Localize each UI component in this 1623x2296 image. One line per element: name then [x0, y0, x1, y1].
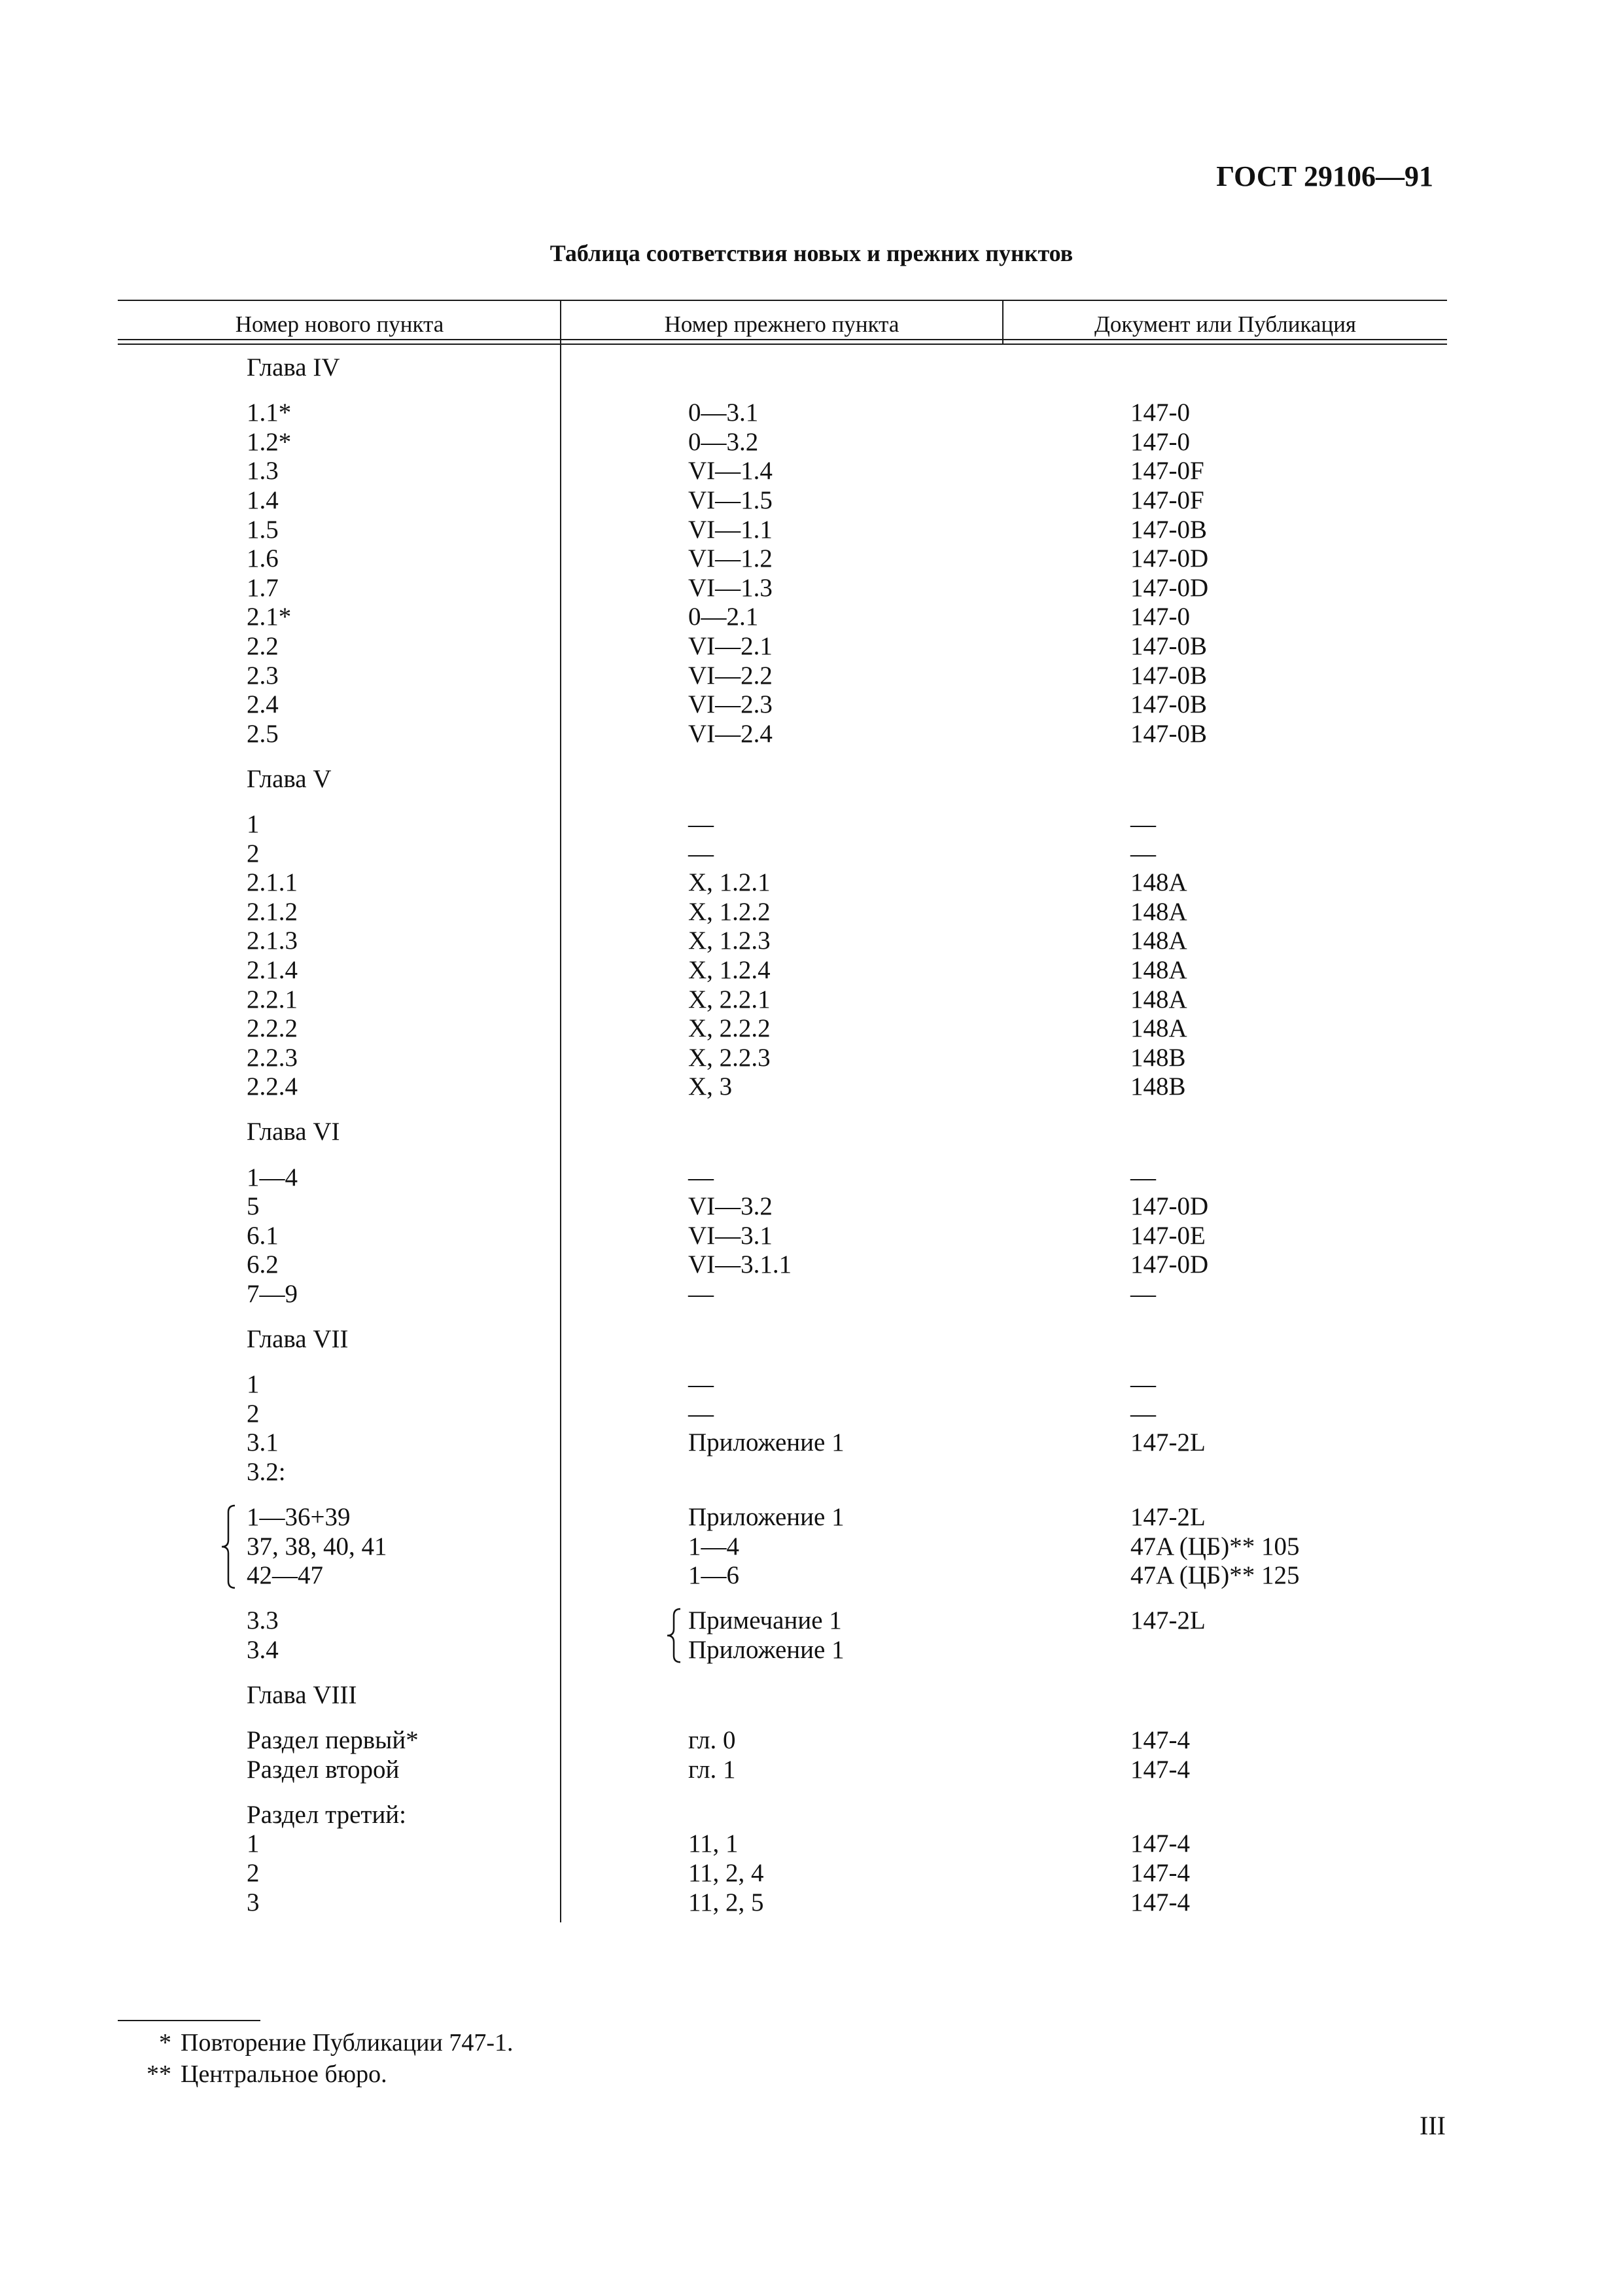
new-item-number: 3.4 [247, 1635, 279, 1664]
old-item-number: — [688, 839, 714, 868]
old-item-number: VI—2.3 [688, 690, 773, 719]
old-item-number: VI—1.2 [688, 544, 773, 573]
new-item-number: 2.1* [247, 603, 292, 631]
old-item-number: — [688, 1163, 714, 1192]
old-item-number: VI—1.4 [688, 457, 773, 486]
document-ref: 147-0B [1130, 661, 1207, 690]
new-item-number: 1.6 [247, 544, 279, 573]
document-ref: 147-0B [1130, 515, 1207, 544]
document-ref: — [1130, 1399, 1156, 1428]
new-item-number: 1 [247, 1370, 260, 1399]
document-ref: 147-0B [1130, 719, 1207, 748]
old-item-number: — [688, 1279, 714, 1308]
table-title: Таблица соответствия новых и прежних пунктов [550, 240, 1073, 266]
document-ref: 148A [1130, 927, 1187, 955]
footnote-mark: ** [147, 2060, 171, 2088]
document-ref: 147-0D [1130, 573, 1209, 602]
old-item-number: 1—6 [688, 1561, 739, 1590]
old-item-number: — [688, 1370, 714, 1399]
old-item-number: гл. 1 [688, 1755, 736, 1784]
new-item-number: 1.2* [247, 427, 292, 456]
old-item-number: 1—4 [688, 1532, 739, 1561]
page-number: III [1420, 2111, 1446, 2140]
document-ref: 148A [1130, 955, 1187, 984]
new-item-number: 1.4 [247, 486, 279, 514]
old-item-number: VI—3.1 [688, 1221, 773, 1250]
document-ref: 147-0B [1130, 631, 1207, 660]
old-item-number: Приложение 1 [688, 1635, 845, 1664]
document-ref: 147-0 [1130, 427, 1190, 456]
new-item-number: 1—36+39 [247, 1503, 351, 1531]
document-ref: 148B [1130, 1072, 1186, 1101]
old-item-number: Приложение 1 [688, 1503, 845, 1531]
old-item-number: X, 2.2.1 [688, 985, 771, 1014]
new-item-number: 2.2 [247, 631, 279, 660]
document-ref: — [1130, 809, 1156, 838]
old-item-number: X, 3 [688, 1072, 733, 1101]
new-item-number: 2.5 [247, 719, 279, 748]
document-ref: 47A (ЦБ)** 125 [1130, 1561, 1300, 1590]
old-item-number: — [688, 809, 714, 838]
footnote-1 [131, 2028, 514, 2057]
document-ref: 147-2L [1130, 1428, 1206, 1457]
new-item-number: 2.1.1 [247, 868, 298, 897]
document-ref: — [1130, 839, 1156, 868]
new-item-number: 1 [247, 1829, 260, 1858]
new-item-number: 2.3 [247, 661, 279, 690]
old-item-number: 0—2.1 [688, 603, 759, 631]
column-header-document: Документ или Публикация [1094, 311, 1357, 337]
new-item-number: 1.5 [247, 515, 279, 544]
document-ref: 148A [1130, 868, 1187, 897]
document-id: ГОСТ 29106—91 [1216, 160, 1433, 192]
document-ref: 147-4 [1130, 1726, 1190, 1755]
document-ref: 147-0F [1130, 457, 1204, 486]
old-item-number: X, 2.2.2 [688, 1014, 771, 1043]
new-item-number: 2 [247, 1399, 260, 1428]
document-ref: 147-0D [1130, 1250, 1209, 1279]
document-ref: 147-2L [1130, 1606, 1206, 1635]
old-item-number: X, 1.2.2 [688, 897, 771, 926]
old-item-number: VI—1.3 [688, 573, 773, 602]
document-ref: — [1130, 1370, 1156, 1399]
new-item-number: 1.7 [247, 573, 279, 602]
chapter-heading: Глава VII [247, 1325, 349, 1353]
document-ref: 147-4 [1130, 1859, 1190, 1887]
document-ref: 147-4 [1130, 1829, 1190, 1858]
old-item-number: VI—2.2 [688, 661, 773, 690]
document-ref: 148A [1130, 985, 1187, 1014]
document-ref: 147-0D [1130, 1192, 1209, 1221]
old-item-number: гл. 0 [688, 1726, 736, 1755]
new-item-number: 3 [247, 1888, 260, 1916]
chapter-heading: Глава IV [247, 353, 340, 381]
old-item-number: 11, 2, 5 [688, 1888, 764, 1916]
document-ref: 47A (ЦБ)** 105 [1130, 1532, 1300, 1561]
brace-icon [220, 1504, 236, 1589]
new-item-number: 42—47 [247, 1561, 323, 1590]
document-ref: 147-0E [1130, 1221, 1206, 1250]
document-ref: 148A [1130, 1014, 1187, 1043]
new-item-number: 6.1 [247, 1221, 279, 1250]
new-item-number: 1.3 [247, 457, 279, 486]
new-item-number: 2.2.1 [247, 985, 298, 1014]
document-ref: 147-2L [1130, 1503, 1206, 1531]
document-ref: 147-0 [1130, 398, 1190, 427]
brace-icon [666, 1608, 682, 1663]
document-ref: 148B [1130, 1043, 1186, 1072]
old-item-number: VI—3.1.1 [688, 1250, 792, 1279]
old-item-number: X, 1.2.1 [688, 868, 771, 897]
old-item-number: 0—3.2 [688, 427, 759, 456]
new-item-number: 2 [247, 839, 260, 868]
new-item-number: 37, 38, 40, 41 [247, 1532, 387, 1561]
document-ref: — [1130, 1163, 1156, 1192]
new-item-number: 3.1 [247, 1428, 279, 1457]
new-item-number: 2.1.4 [247, 955, 298, 984]
document-ref: 148A [1130, 897, 1187, 926]
column-header-old: Номер прежнего пункта [664, 311, 899, 337]
old-item-number: VI—3.2 [688, 1192, 773, 1221]
new-item-number: 1 [247, 809, 260, 838]
footnote-rule [118, 2020, 260, 2021]
old-item-number: VI—1.1 [688, 515, 773, 544]
new-item-number: Раздел второй [247, 1755, 400, 1784]
old-item-number: Примечание 1 [688, 1606, 842, 1635]
new-item-number: 2.1.3 [247, 927, 298, 955]
column-header-new: Номер нового пункта [235, 311, 444, 337]
new-item-number: 1.1* [247, 398, 292, 427]
old-item-number: VI—1.5 [688, 486, 773, 514]
document-ref: 147-4 [1130, 1888, 1190, 1916]
old-item-number: X, 1.2.3 [688, 927, 771, 955]
new-item-number: 7—9 [247, 1279, 298, 1308]
old-item-number: 11, 1 [688, 1829, 739, 1858]
new-item-number: 5 [247, 1192, 260, 1221]
old-item-number: 0—3.1 [688, 398, 759, 427]
chapter-heading: Глава V [247, 764, 332, 793]
document-ref: — [1130, 1279, 1156, 1308]
new-item-number: Раздел первый* [247, 1726, 419, 1755]
old-item-number: — [688, 1399, 714, 1428]
document-ref: 147-0F [1130, 486, 1204, 514]
old-item-number: VI—2.4 [688, 719, 773, 748]
old-item-number: X, 2.2.3 [688, 1043, 771, 1072]
new-item-number: 2.2.2 [247, 1014, 298, 1043]
footnote-text: Повторение Публикации 747-1. [181, 2029, 514, 2057]
new-item-number: 3.3 [247, 1606, 279, 1635]
document-ref: 147-0D [1130, 544, 1209, 573]
new-item-number: Раздел третий: [247, 1800, 407, 1829]
new-item-number: 2.2.4 [247, 1072, 298, 1101]
new-item-number: 6.2 [247, 1250, 279, 1279]
footnote-mark: * [159, 2029, 171, 2057]
old-item-number: 11, 2, 4 [688, 1859, 764, 1887]
old-item-number: VI—2.1 [688, 631, 773, 660]
new-item-number: 3.2: [247, 1457, 286, 1486]
new-item-number: 2 [247, 1859, 260, 1887]
new-item-number: 2.4 [247, 690, 279, 719]
old-item-number: Приложение 1 [688, 1428, 845, 1457]
chapter-heading: Глава VI [247, 1118, 340, 1146]
document-ref: 147-0B [1130, 690, 1207, 719]
footnote-2 [131, 2060, 387, 2089]
new-item-number: 2.1.2 [247, 897, 298, 926]
new-item-number: 2.2.3 [247, 1043, 298, 1072]
old-item-number: X, 1.2.4 [688, 955, 771, 984]
new-item-number: 1—4 [247, 1163, 298, 1192]
footnote-text: Центральное бюро. [181, 2060, 387, 2088]
chapter-heading: Глава VIII [247, 1681, 357, 1709]
document-ref: 147-0 [1130, 603, 1190, 631]
document-ref: 147-4 [1130, 1755, 1190, 1784]
